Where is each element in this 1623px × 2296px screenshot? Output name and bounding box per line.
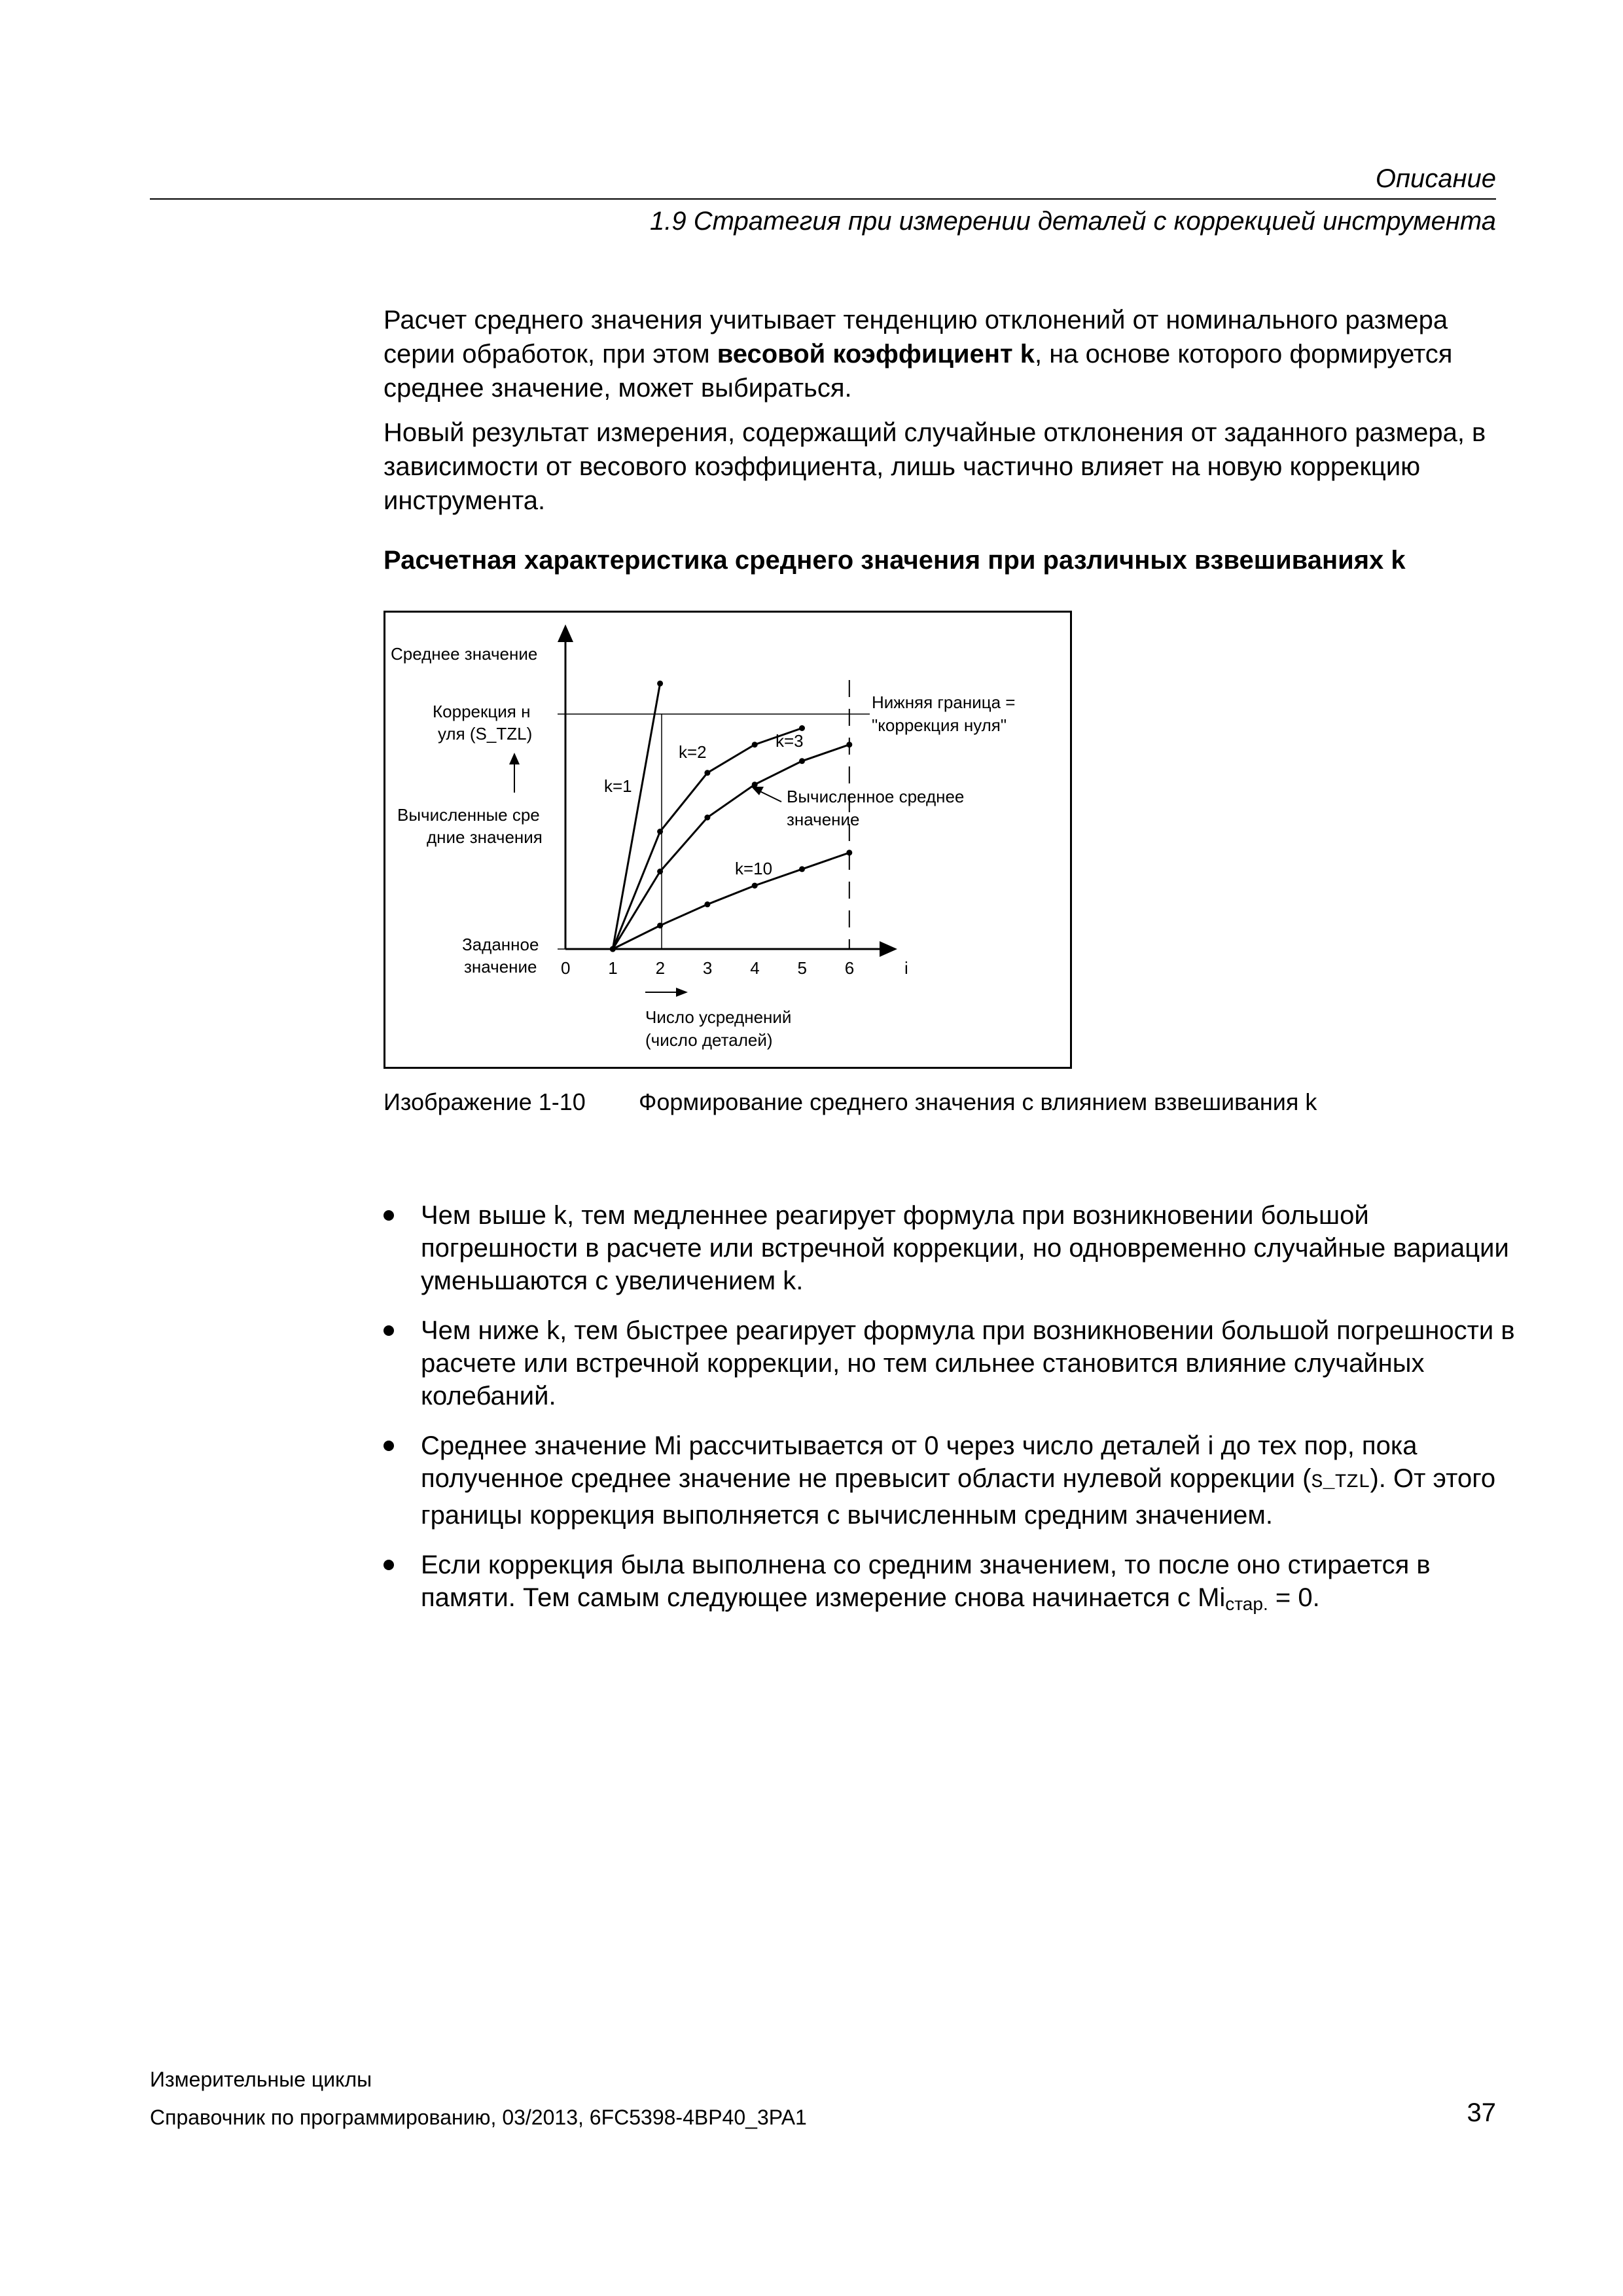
footer-manual-title: Измерительные циклы: [150, 2068, 372, 2091]
zero-correction-label-1: Коррекция н: [433, 702, 531, 721]
series-k2: [610, 725, 805, 952]
zero-correction-label-2: уля (S_TZL): [438, 724, 533, 744]
subsection-title: 1.9 Стратегия при измерении деталей с коррекцией инструмента: [650, 207, 1496, 236]
average-pointer-icon: [751, 787, 764, 795]
y-axis-arrow: [558, 624, 573, 642]
rightward-arrow-icon: [676, 988, 688, 997]
calculated-values-label-1: Вычисленные сре: [397, 805, 540, 825]
bullet-dot-icon: [383, 1325, 394, 1336]
lower-limit-label-2: "коррекция нуля": [872, 715, 1007, 735]
bullet-text-1: Чем выше k, тем медленнее реагирует формула при возникновении большой погрешности в расчете или встречной коррекции, но одновременно случайные вариации уменьшаются с увеличением k.: [421, 1201, 1509, 1295]
subscript-old: стар.: [1225, 1594, 1268, 1614]
footer-manual-info: Справочник по программированию, 03/2013, 6FC5398-4BP40_3PA1: [150, 2106, 807, 2129]
header-divider: [150, 198, 1496, 200]
series-label-k1: k=1: [604, 776, 632, 796]
x-tick-label: 3: [702, 958, 713, 978]
calculated-average-label-2: значение: [787, 810, 860, 829]
lower-limit-label-1: Нижняя граница =: [872, 692, 1016, 712]
series-line: [613, 745, 849, 949]
parameter-code: S_TZL: [1311, 1471, 1370, 1494]
calculated-values-label-2: дние значения: [427, 827, 543, 847]
list-item: [383, 1199, 1516, 1297]
data-point: [752, 742, 758, 747]
list-item: [383, 1314, 1516, 1412]
list-item: [383, 1429, 1516, 1532]
x-variable-label: i: [904, 958, 908, 978]
series-k3: [610, 742, 853, 952]
bullet-text-3-start: Среднее значение Mi рассчитывается от 0 через число деталей i до тех пор, пока полученное среднее значение не превысит области нулевой коррекции (: [421, 1431, 1418, 1493]
data-point: [704, 901, 710, 907]
x-tick-labels: [561, 958, 854, 978]
bullet-text-2: Чем ниже k, тем быстрее реагирует формула при возникновении большой погрешности в расчете или встречной коррекции, но тем сильнее становится влияние случайных колебаний.: [421, 1316, 1515, 1410]
series-label-k3: k=3: [776, 731, 804, 751]
data-point: [752, 883, 758, 889]
data-point: [704, 770, 710, 776]
x-tick-label: 4: [750, 958, 760, 978]
data-point: [752, 781, 758, 787]
series-label-k2: k=2: [679, 742, 707, 762]
target-value-label-1: Заданное: [462, 935, 539, 954]
paragraph-1-end: , на основе которого формируется среднее значение, может выбираться.: [383, 340, 1453, 403]
section-title: Описание: [1375, 164, 1496, 193]
data-point: [657, 869, 663, 874]
weighting-chart: [385, 613, 1070, 1067]
paragraph-1-start: Расчет среднего значения учитывает тенденцию отклонений от номинального размера серии обработок, при этом: [383, 306, 1448, 368]
calculated-average-label-1: Вычисленное среднее: [787, 787, 965, 806]
data-point: [657, 923, 663, 929]
target-value-label-2: значение: [464, 957, 537, 977]
x-tick-label: 6: [844, 958, 855, 978]
x-axis-label-1: Число усреднений: [645, 1007, 792, 1027]
paragraph-2: Новый результат измерения, содержащий случайные отклонения от заданного размера, в зависимости от весового коэффициента, лишь частично влияет на новую коррекцию инструмента.: [383, 418, 1486, 515]
bullet-dot-icon: [383, 1441, 394, 1451]
x-tick-label: 5: [797, 958, 807, 978]
y-axis-label: Среднее значение: [391, 644, 538, 664]
x-tick-label: 2: [655, 958, 666, 978]
paragraph-1-bold: весовой коэффициент k: [717, 340, 1035, 368]
data-point: [846, 742, 852, 747]
series-line: [613, 853, 849, 949]
data-point: [657, 681, 663, 687]
series-label-k10: k=10: [735, 859, 773, 878]
data-point: [846, 850, 852, 855]
caption-label: Изображение 1-10: [383, 1088, 586, 1115]
data-point: [799, 866, 805, 872]
bullet-dot-icon: [383, 1560, 394, 1570]
figure-caption: [383, 1088, 1317, 1115]
caption-text: Формирование среднего значения с влиянием взвешивания k: [639, 1088, 1317, 1115]
bullet-text-3-end: ). От этого границы коррекция выполняется с вычисленным средним значением.: [421, 1464, 1496, 1530]
x-axis-arrow: [880, 941, 897, 957]
bullet-text-4-start: Если коррекция была выполнена со средним значением, то после оно стирается в памяти. Тем самым следующее измерение снова начинается с Mi: [421, 1551, 1431, 1612]
upward-arrow-icon: [509, 753, 520, 764]
data-point: [799, 725, 805, 731]
data-point: [657, 829, 663, 834]
data-point: [799, 758, 805, 764]
list-item: [383, 1549, 1516, 1621]
figure-frame: [383, 611, 1072, 1069]
x-axis-label-2: (число деталей): [645, 1030, 773, 1050]
series-line: [613, 728, 802, 950]
bullet-dot-icon: [383, 1210, 394, 1221]
x-tick-label: 0: [561, 958, 571, 978]
data-point: [704, 815, 710, 821]
figure-heading: Расчетная характеристика среднего значения при различных взвешиваниях k: [383, 546, 1406, 575]
x-tick-label: 1: [608, 958, 618, 978]
paragraph-1: [383, 303, 1509, 405]
data-point: [610, 946, 616, 952]
bullet-list: [383, 1199, 1516, 1638]
bullet-text-4-end: = 0.: [1268, 1583, 1320, 1612]
page-number: 37: [1467, 2098, 1496, 2127]
